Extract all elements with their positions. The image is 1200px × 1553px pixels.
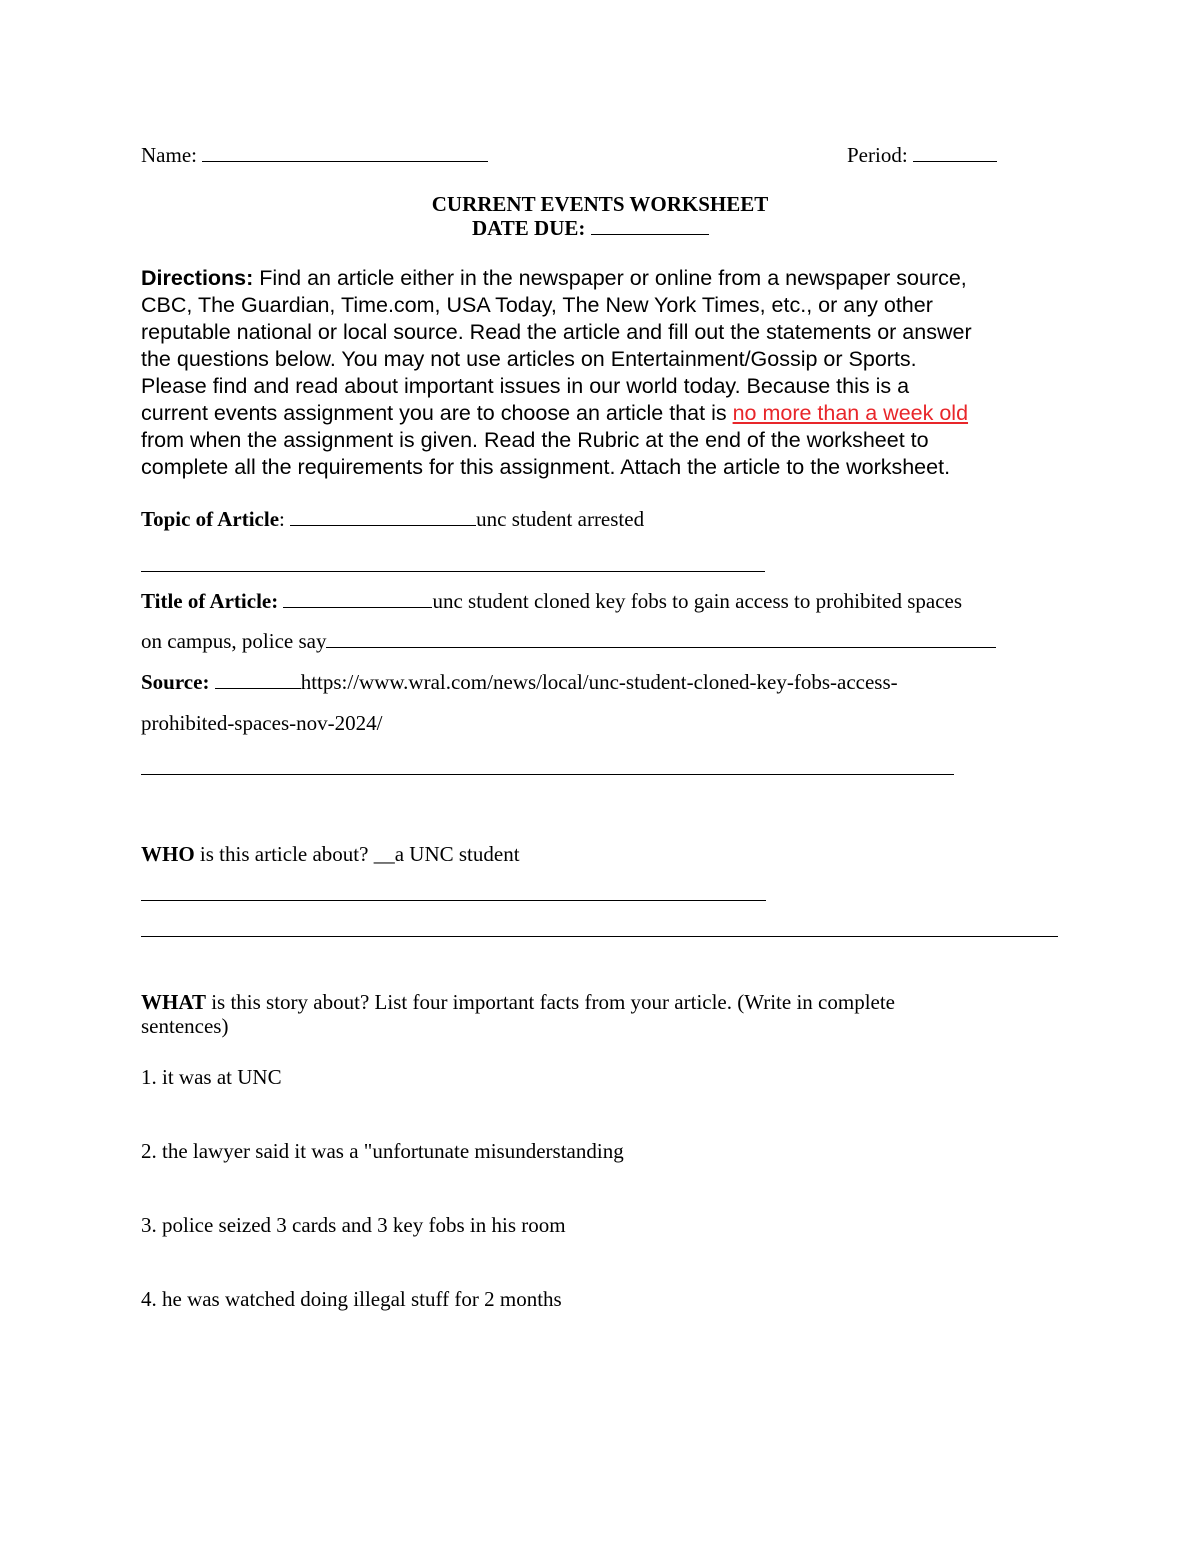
name-blank[interactable] [202, 143, 488, 162]
what-row [141, 990, 895, 1014]
directions-line-4: the questions below. You may not use articles on Entertainment/Gossip or Sports. [141, 347, 917, 371]
fact-text[interactable]: it was at UNC [156, 1065, 282, 1089]
fact-text[interactable]: police seized 3 cards and 3 key fobs in his room [156, 1213, 566, 1237]
name-label: Name: [141, 143, 197, 167]
title-row [141, 589, 962, 613]
date-due-label: DATE DUE: [472, 216, 586, 240]
topic-extra-line [141, 571, 765, 572]
fact-item[interactable] [141, 1287, 562, 1311]
who-extra-line-2 [141, 936, 1058, 937]
source-answer-2[interactable]: prohibited-spaces-nov-2024/ [141, 711, 383, 735]
source-blank[interactable] [215, 670, 301, 689]
who-answer[interactable]: a UNC student [394, 842, 520, 866]
directions-line-7: from when the assignment is given. Read the Rubric at the end of the worksheet to [141, 428, 929, 452]
date-due-row [472, 216, 709, 240]
directions-line-3: reputable national or local source. Read the article and fill out the statements or answer [141, 320, 972, 344]
topic-colon: : [279, 507, 285, 531]
fact-item[interactable] [141, 1065, 282, 1089]
topic-label: Topic of Article [141, 507, 280, 531]
source-row-2 [141, 711, 382, 735]
directions-line-5: Please find and read about important issues in our world today. Because this is a [141, 374, 910, 398]
fact-number: 2. [141, 1139, 157, 1163]
directions-line-1 [141, 265, 967, 292]
topic-row [141, 507, 644, 531]
directions-text-6: current events assignment you are to choose an article that is [141, 401, 733, 425]
who-question: is this article about? __ [194, 842, 395, 866]
directions-line-6 [141, 400, 968, 427]
fact-text[interactable]: the lawyer said it was a "unfortunate misunderstanding [156, 1139, 624, 1163]
who-label: WHO [141, 842, 195, 866]
fact-number: 4. [141, 1287, 157, 1311]
title-blank[interactable] [283, 589, 432, 608]
period-label: Period: [847, 143, 908, 167]
who-extra-line-1 [141, 900, 766, 901]
what-row-2: sentences) [141, 1014, 229, 1038]
week-old-highlight: no more than a week old [732, 401, 969, 425]
who-row [141, 842, 520, 866]
directions-label: Directions: [141, 266, 254, 290]
source-answer-1[interactable]: https://www.wral.com/news/local/unc-student-cloned-key-fobs-access- [300, 670, 898, 694]
source-label: Source: [141, 670, 210, 694]
name-row [141, 143, 488, 167]
title-blank-2[interactable] [326, 629, 996, 648]
fact-text[interactable]: he was watched doing illegal stuff for 2 months [156, 1287, 562, 1311]
worksheet-title: CURRENT EVENTS WORKSHEET [431, 192, 769, 216]
title-label: Title of Article: [141, 589, 279, 613]
fact-item[interactable] [141, 1139, 624, 1163]
source-row [141, 670, 898, 694]
topic-blank[interactable] [290, 507, 476, 526]
period-blank[interactable] [913, 143, 997, 162]
topic-answer[interactable]: unc student arrested [476, 507, 645, 531]
title-answer-1[interactable]: unc student cloned key fobs to gain access to prohibited spaces [432, 589, 963, 613]
title-answer-2[interactable]: on campus, police say [141, 629, 327, 653]
fact-number: 3. [141, 1213, 157, 1237]
fact-item[interactable] [141, 1213, 566, 1237]
what-label: WHAT [141, 990, 206, 1014]
period-row [847, 143, 997, 167]
directions-line-2: CBC, The Guardian, Time.com, USA Today, The New York Times, etc., or any other [141, 293, 933, 317]
what-question-1: is this story about? List four important facts from your article. (Write in complete [205, 990, 896, 1014]
fact-number: 1. [141, 1065, 157, 1089]
source-extra-line [141, 774, 954, 775]
directions-text-1: Find an article either in the newspaper or online from a newspaper source, [253, 266, 967, 290]
directions-line-8: complete all the requirements for this assignment. Attach the article to the worksheet. [141, 455, 951, 479]
title-row-2 [141, 629, 996, 653]
date-due-blank[interactable] [591, 216, 709, 235]
